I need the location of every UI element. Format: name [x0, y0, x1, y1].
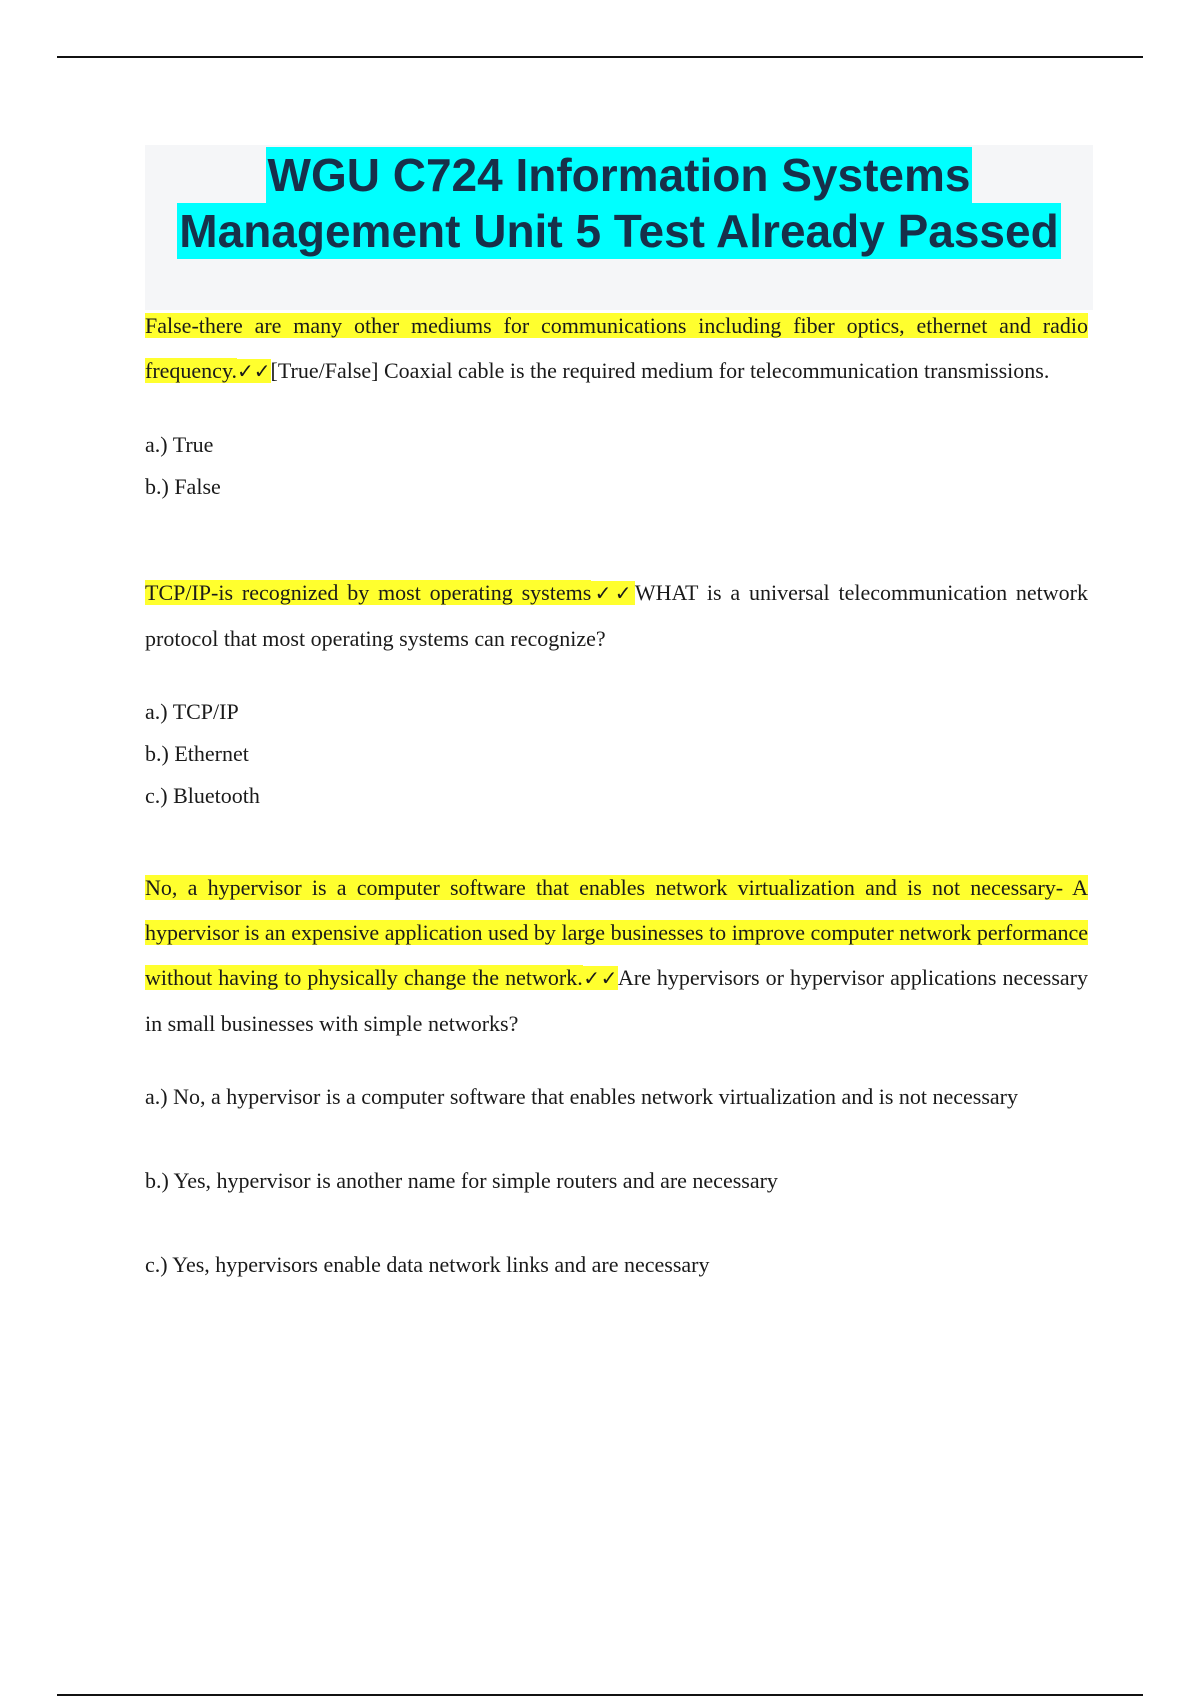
question-text: [True/False] Coaxial cable is the required medium for telecommunication transmissions.	[270, 358, 1050, 383]
options-list	[145, 424, 1088, 508]
title-line-1: WGU C724 Information Systems	[267, 149, 971, 201]
question-block-2	[145, 570, 1088, 817]
answer-highlight: TCP/IP-is recognized by most operating systems	[145, 580, 592, 605]
question-text: WHAT is a universal telecommunication network protocol that most operating systems can recognize?	[145, 580, 1089, 651]
option-item: c.) Bluetooth	[145, 783, 260, 808]
option-item: c.) Yes, hypervisors enable data network links and are necessary	[145, 1252, 710, 1277]
title-banner	[145, 145, 1093, 310]
question-text: Are hypervisors or hypervisor applications necessary in small businesses with simple networks?	[145, 965, 1089, 1036]
bottom-rule	[57, 1694, 1143, 1696]
title-line-2: Management Unit 5 Test Already Passed	[179, 205, 1059, 257]
check-mark-icon: ✓✓	[582, 966, 618, 990]
answer-highlight: No, a hypervisor is a computer software that enables network virtualization and is not necessary- A hypervisor is an expensive application used by large businesses to improve computer network performance without having to physically change the network.	[145, 875, 1088, 990]
option-item: a.) No, a hypervisor is a computer software that enables network virtualization and is not necessary	[145, 1084, 1018, 1109]
option-item: b.) Yes, hypervisor is another name for simple routers and are necessary	[145, 1168, 778, 1193]
option-item: a.) TCP/IP	[145, 699, 239, 724]
page-title	[145, 145, 1093, 259]
check-mark-icon: ✓✓	[591, 581, 635, 605]
check-mark-icon: ✓✓	[237, 359, 271, 383]
option-item: b.) False	[145, 474, 221, 499]
options-list	[145, 691, 1088, 817]
top-rule	[57, 56, 1143, 58]
option-item: b.) Ethernet	[145, 741, 249, 766]
question-paragraph	[145, 865, 1088, 1046]
question-paragraph	[145, 303, 1088, 394]
document-body	[145, 303, 1088, 1328]
options-list	[145, 1076, 1088, 1286]
question-block-3	[145, 865, 1088, 1286]
question-paragraph	[145, 570, 1088, 661]
answer-highlight: False-there are many other mediums for communications including fiber optics, ethernet and radio frequency.	[145, 313, 1088, 383]
option-item: a.) True	[145, 432, 214, 457]
question-block-1	[145, 303, 1088, 508]
